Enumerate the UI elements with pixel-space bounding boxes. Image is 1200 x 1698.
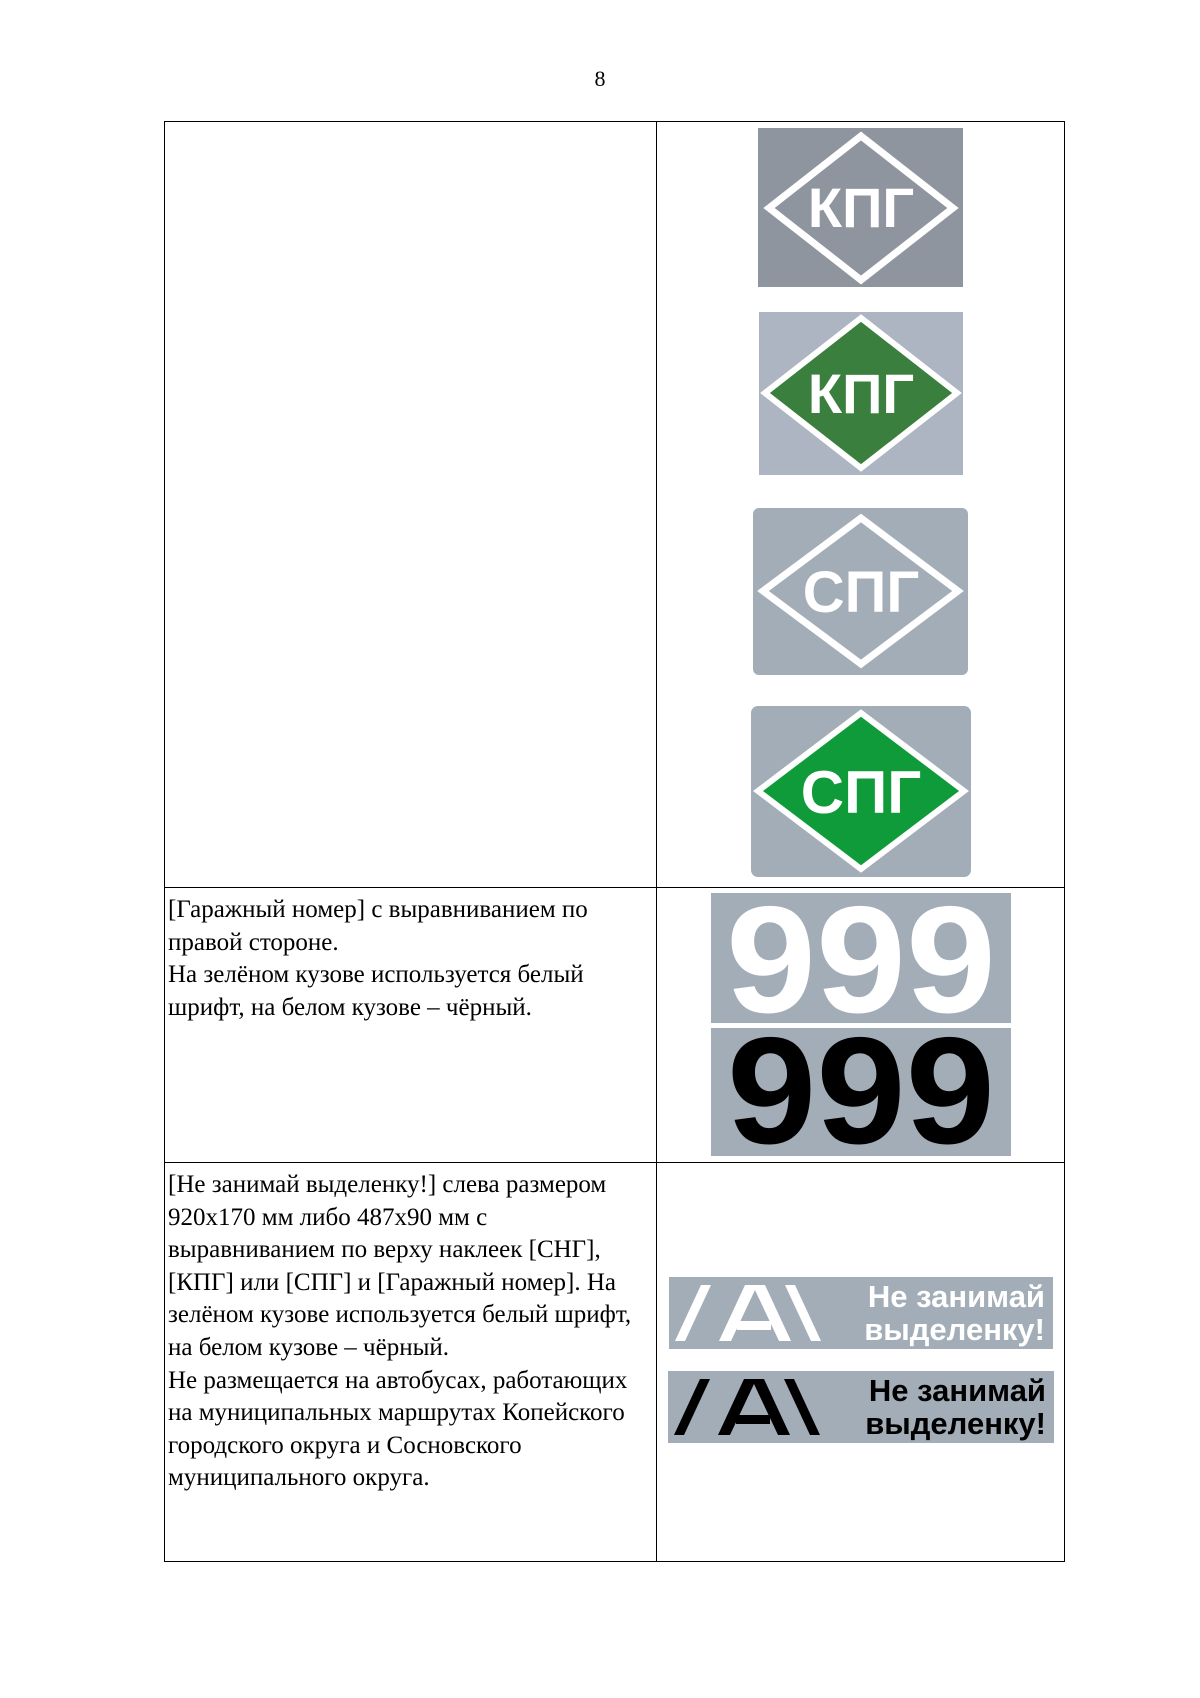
image-cell (657, 888, 1065, 1163)
description-cell (165, 1163, 657, 1562)
image-cell (657, 122, 1065, 888)
kpg-gray-sticker-label: КПГ (807, 176, 915, 239)
table-row (165, 122, 1065, 888)
image-cell (657, 1163, 1065, 1562)
row-description (165, 122, 656, 128)
garage-number-black-label: 999 (727, 1028, 995, 1156)
description-cell (165, 122, 657, 888)
banner-line1: Не занимай (868, 1373, 1046, 1408)
spg-gray-sticker-label: СПГ (802, 560, 920, 625)
row-description: [Не занимай выделенку!] слева размером 920х170 мм либо 487х90 мм с выравниванием по верху наклеек [СНГ], [КПГ] или [СПГ] и [Гаражный номер]. На зелёном кузове используется белый шрифт, на белом кузове – чёрный. Не размещается на автобусах, работающих на муниципальных маршрутах Копейского городского округа и Сосновского муниципального округа. (168, 1171, 632, 1492)
dedicated-lane-black-banner-icon (668, 1371, 1054, 1443)
page-number: 8 (594, 66, 606, 91)
spg-green-sticker-icon (751, 706, 971, 877)
dedicated-lane-white-banner-icon (669, 1277, 1053, 1349)
kpg-gray-sticker-icon (758, 128, 963, 287)
sticker-spec-table (164, 121, 1065, 1562)
table-row (165, 1163, 1065, 1562)
description-cell (165, 888, 657, 1163)
garage-number-white-label: 999 (726, 893, 996, 1023)
row-description: [Гаражный номер] с выравниванием по правой стороне. На зелёном кузове используется белый шрифт, на белом кузове – чёрный. (168, 896, 588, 1021)
spg-gray-sticker-icon (753, 508, 968, 675)
banner-line2: выделенку! (865, 1406, 1046, 1441)
kpg-green-sticker-label: КПГ (807, 362, 915, 425)
banner-line2: выделенку! (864, 1312, 1045, 1347)
garage-number-white-icon (711, 893, 1011, 1023)
spg-green-sticker-label: СПГ (800, 759, 922, 826)
garage-number-black-icon (711, 1028, 1011, 1156)
kpg-green-sticker-icon (759, 312, 963, 475)
banner-line1: Не занимай (867, 1279, 1045, 1314)
table-row (165, 888, 1065, 1163)
